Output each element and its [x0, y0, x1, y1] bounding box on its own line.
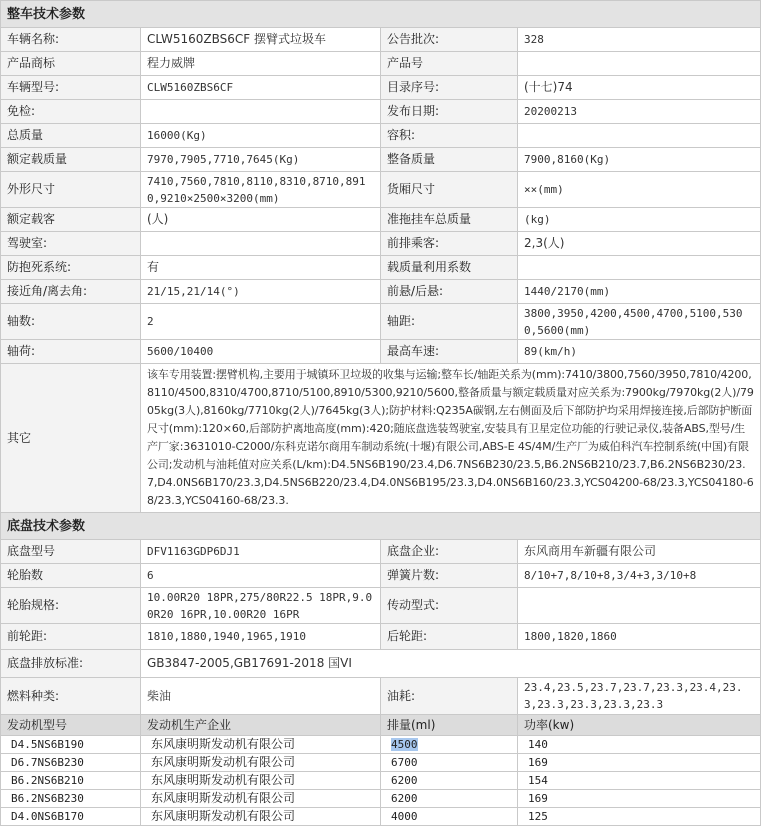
- engine-displacement: 6200: [381, 772, 518, 790]
- selected-text[interactable]: 4500: [391, 738, 418, 751]
- field-value: 23.4,23.5,23.7,23.7,23.3,23.4,23.3,23.3,23.3,23.3,23.3: [518, 678, 761, 715]
- column-header: 排量(ml): [381, 715, 518, 736]
- spec-row: [1, 588, 761, 624]
- field-value: 3800,3950,4200,4500,4700,5100,5300,5600(mm): [518, 304, 761, 340]
- engine-displacement: 4000: [381, 808, 518, 826]
- engine-model: B6.2NS6B230: [1, 790, 141, 808]
- field-value: (人): [141, 208, 381, 232]
- field-label: 底盘型号: [1, 540, 141, 564]
- field-value: [518, 52, 761, 76]
- field-value: 1810,1880,1940,1965,1910: [141, 624, 381, 650]
- field-label: 前排乘客:: [381, 232, 518, 256]
- column-header: 功率(kw): [518, 715, 761, 736]
- field-value: 柴油: [141, 678, 381, 715]
- spec-row: [1, 100, 761, 124]
- other-text: 该车专用装置:摆臂机构,主要用于城镇环卫垃圾的收集与运输;整车长/轴距关系为(mm):7410/3800,7560/3950,7810/4200,8110/4500,8310/4700,8710/5100,8910/5300,9210/5600,整备质量与额定载质量对应关系为:7900kg/7970kg(2人)/7905kg(3人),8160kg/7710kg(2人)/7645kg(3人);防护材料:Q235A碳钢,左右侧面及后下部防护均采用焊接连接,后部防护断面尺寸(mm):120×60,后部防护离地高度(mm):420;随底盘选装驾驶室,安装具有卫星定位功能的行驶记录仪,装备ABS,型号/生产厂家:3631010-C2000/东科克诺尔商用车制动系统(十堰)有限公司,ABS-E 4S/4M/生产厂为威伯科汽车控制系统(中国)有限公司;发动机与油耗值对应关系(L/km):D4.5NS6B190/23.4,D6.7NS6B230/23.5,B6.2NS6B210/23.7,B6.2NS6B230/23.7,D4.0NS6B170/23.3,D4.5NS6B220/23.4,D4.0NS6B195/23.3,D4.0NS6B160/23.3,YCS04200-68/23.3,YCS04180-68/23.3,YCS04160-68/23.3.: [141, 364, 761, 513]
- engine-maker: 东风康明斯发动机有限公司: [141, 808, 381, 826]
- field-value: 7900,8160(Kg): [518, 148, 761, 172]
- engine-row: [1, 754, 761, 772]
- field-label: 后轮距:: [381, 624, 518, 650]
- section-title: 整车技术参数: [1, 1, 761, 28]
- spec-row: [1, 540, 761, 564]
- field-value: 16000(Kg): [141, 124, 381, 148]
- engine-power: 154: [518, 772, 761, 790]
- field-value: GB3847-2005,GB17691-2018 国VI: [141, 650, 761, 678]
- field-label: 接近角/离去角:: [1, 280, 141, 304]
- field-value: 8/10+7,8/10+8,3/4+3,3/10+8: [518, 564, 761, 588]
- engine-power: 169: [518, 754, 761, 772]
- field-value: [141, 100, 381, 124]
- other-row: [1, 364, 761, 513]
- field-label: 外形尺寸: [1, 172, 141, 208]
- field-label: 目录序号:: [381, 76, 518, 100]
- field-label: 产品号: [381, 52, 518, 76]
- engine-row: [1, 736, 761, 754]
- field-label: 底盘企业:: [381, 540, 518, 564]
- spec-row: [1, 256, 761, 280]
- engine-displacement: 6200: [381, 790, 518, 808]
- engine-maker: 东风康明斯发动机有限公司: [141, 772, 381, 790]
- field-value: 1440/2170(mm): [518, 280, 761, 304]
- field-label: 额定载客: [1, 208, 141, 232]
- field-value: CLW5160ZBS6CF: [141, 76, 381, 100]
- field-value: 7970,7905,7710,7645(Kg): [141, 148, 381, 172]
- field-value: 1800,1820,1860: [518, 624, 761, 650]
- spec-row: [1, 650, 761, 678]
- engine-model: D4.0NS6B170: [1, 808, 141, 826]
- spec-row: [1, 280, 761, 304]
- field-value: [518, 256, 761, 280]
- spec-row: [1, 340, 761, 364]
- field-value: [518, 124, 761, 148]
- field-value: (十七)74: [518, 76, 761, 100]
- engine-row: [1, 808, 761, 826]
- spec-row: [1, 304, 761, 340]
- spec-row: [1, 564, 761, 588]
- field-value: 有: [141, 256, 381, 280]
- field-label: 额定载质量: [1, 148, 141, 172]
- spec-row: [1, 76, 761, 100]
- field-label: 轮胎规格:: [1, 588, 141, 624]
- field-label: 公告批次:: [381, 28, 518, 52]
- field-label: 发布日期:: [381, 100, 518, 124]
- field-value: 89(km/h): [518, 340, 761, 364]
- field-label: 燃料种类:: [1, 678, 141, 715]
- spec-row: [1, 52, 761, 76]
- field-label: 轴数:: [1, 304, 141, 340]
- field-label: 准拖挂车总质量: [381, 208, 518, 232]
- field-label: 车辆名称:: [1, 28, 141, 52]
- spec-row: [1, 678, 761, 715]
- field-label: 产品商标: [1, 52, 141, 76]
- column-header: 发动机生产企业: [141, 715, 381, 736]
- field-label: 容积:: [381, 124, 518, 148]
- section-title: 底盘技术参数: [1, 513, 761, 540]
- engine-maker: 东风康明斯发动机有限公司: [141, 790, 381, 808]
- engine-model: B6.2NS6B210: [1, 772, 141, 790]
- field-value: 20200213: [518, 100, 761, 124]
- field-label: 弹簧片数:: [381, 564, 518, 588]
- field-value: ××(mm): [518, 172, 761, 208]
- field-value: 5600/10400: [141, 340, 381, 364]
- field-label: 传动型式:: [381, 588, 518, 624]
- engine-maker: 东风康明斯发动机有限公司: [141, 754, 381, 772]
- field-value: 10.00R20 18PR,275/80R22.5 18PR,9.00R20 16PR,10.00R20 16PR: [141, 588, 381, 624]
- field-value: 2: [141, 304, 381, 340]
- field-label: 最高车速:: [381, 340, 518, 364]
- field-label: 油耗:: [381, 678, 518, 715]
- field-value: 程力威牌: [141, 52, 381, 76]
- spec-row: [1, 624, 761, 650]
- field-value: 328: [518, 28, 761, 52]
- field-value: 6: [141, 564, 381, 588]
- spec-row: [1, 28, 761, 52]
- spec-row: [1, 148, 761, 172]
- field-label: 轴距:: [381, 304, 518, 340]
- engine-row: [1, 772, 761, 790]
- field-value: [141, 232, 381, 256]
- field-label: 免检:: [1, 100, 141, 124]
- field-value: 7410,7560,7810,8110,8310,8710,8910,9210×2500×3200(mm): [141, 172, 381, 208]
- field-label: 前悬/后悬:: [381, 280, 518, 304]
- spec-row: [1, 232, 761, 256]
- field-value: 东风商用车新疆有限公司: [518, 540, 761, 564]
- field-label: 总质量: [1, 124, 141, 148]
- field-value: DFV1163GDP6DJ1: [141, 540, 381, 564]
- other-label: 其它: [1, 364, 141, 513]
- field-label: 底盘排放标准:: [1, 650, 141, 678]
- field-value: [518, 588, 761, 624]
- field-value: 21/15,21/14(°): [141, 280, 381, 304]
- engine-maker: 东风康明斯发动机有限公司: [141, 736, 381, 754]
- spec-row: [1, 208, 761, 232]
- spec-row: [1, 172, 761, 208]
- engine-displacement: 6700: [381, 754, 518, 772]
- field-label: 防抱死系统:: [1, 256, 141, 280]
- engine-displacement: [381, 736, 518, 754]
- spec-row: [1, 124, 761, 148]
- field-value: (kg): [518, 208, 761, 232]
- engine-power: 125: [518, 808, 761, 826]
- field-label: 载质量利用系数: [381, 256, 518, 280]
- field-value: CLW5160ZBS6CF 摆臂式垃圾车: [141, 28, 381, 52]
- field-label: 整备质量: [381, 148, 518, 172]
- field-label: 轮胎数: [1, 564, 141, 588]
- field-label: 驾驶室:: [1, 232, 141, 256]
- field-label: 货厢尺寸: [381, 172, 518, 208]
- engine-model: D6.7NS6B230: [1, 754, 141, 772]
- vehicle-section-header: [1, 1, 761, 28]
- engine-power: 169: [518, 790, 761, 808]
- field-value: 2,3(人): [518, 232, 761, 256]
- field-label: 轴荷:: [1, 340, 141, 364]
- engine-model: D4.5NS6B190: [1, 736, 141, 754]
- engine-row: [1, 790, 761, 808]
- engine-header-row: [1, 715, 761, 736]
- field-label: 车辆型号:: [1, 76, 141, 100]
- column-header: 发动机型号: [1, 715, 141, 736]
- engine-power: 140: [518, 736, 761, 754]
- chassis-section-header: [1, 513, 761, 540]
- field-label: 前轮距:: [1, 624, 141, 650]
